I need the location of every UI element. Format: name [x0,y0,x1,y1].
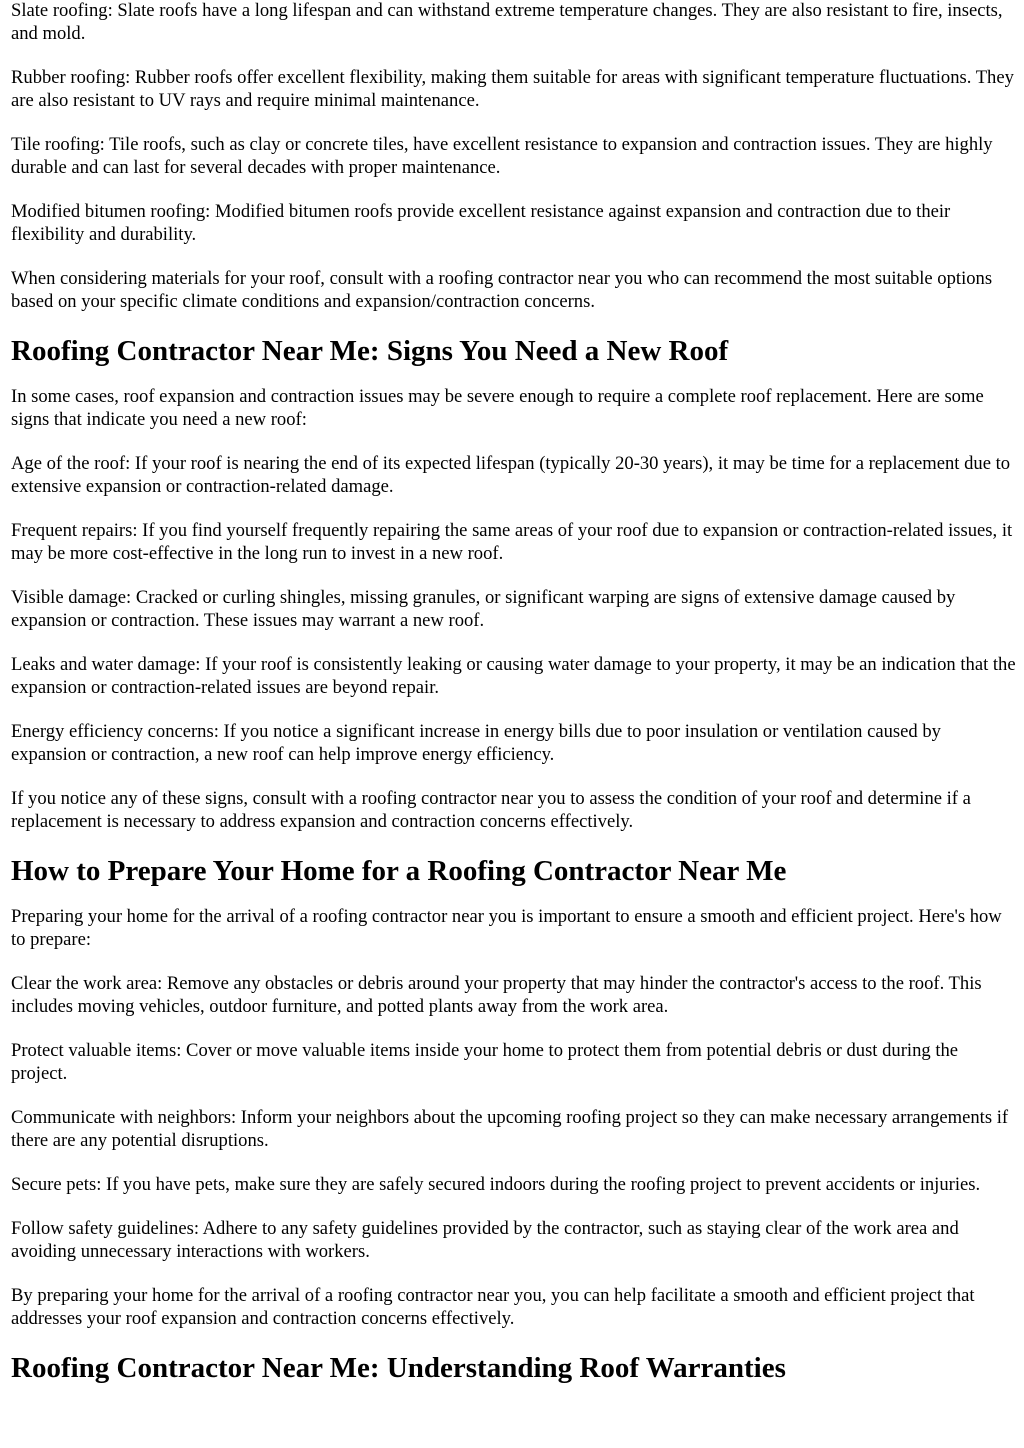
paragraph-considering-materials: When considering materials for your roof, consult with a roofing contractor near you who can recommend the most suitable options based on your specific climate conditions and expansion/contraction concerns. [11,268,993,312]
paragraph-prepare-conclusion: By preparing your home for the arrival of a roofing contractor near you, you can help facilitate a smooth and efficient project that addresses your roof expansion and contraction concerns effectively. [11,1285,975,1329]
heading-roof-warranties: Roofing Contractor Near Me: Understanding Roof Warranties [11,1352,786,1384]
paragraph-modified-bitumen: Modified bitumen roofing: Modified bitumen roofs provide excellent resistance against expansion and contraction due to their flexibility and durability. [11,201,951,245]
heading-signs-new-roof: Roofing Contractor Near Me: Signs You Need a New Roof [11,335,729,367]
paragraph-slate-roofing: Slate roofing: Slate roofs have a long lifespan and can withstand extreme temperature changes. They are also resistant to fire, insects, and mold. [11,0,1003,44]
paragraph-rubber-roofing: Rubber roofing: Rubber roofs offer excellent flexibility, making them suitable for areas with significant temperature fluctuations. They are also resistant to UV rays and require minimal maintenance. [11,67,1014,111]
heading-prepare-home: How to Prepare Your Home for a Roofing Contractor Near Me [11,855,787,887]
paragraph-leaks-water-damage: Leaks and water damage: If your roof is consistently leaking or causing water damage to your property, it may be an indication that the expansion or contraction-related issues are beyond repair. [11,654,1016,698]
paragraph-safety-guidelines: Follow safety guidelines: Adhere to any safety guidelines provided by the contractor, such as staying clear of the work area and avoiding unnecessary interactions with workers. [11,1218,959,1262]
paragraph-clear-work-area: Clear the work area: Remove any obstacles or debris around your property that may hinder the contractor's access to the roof. This includes moving vehicles, outdoor furniture, and potted plants away from the work area. [11,973,982,1017]
paragraph-frequent-repairs: Frequent repairs: If you find yourself frequently repairing the same areas of your roof due to expansion or contraction-related issues, it may be more cost-effective in the long run to invest in a new roof. [11,520,1013,564]
paragraph-visible-damage: Visible damage: Cracked or curling shingles, missing granules, or significant warping are signs of extensive damage caused by expansion or contraction. These issues may warrant a new roof. [11,587,956,631]
paragraph-tile-roofing: Tile roofing: Tile roofs, such as clay or concrete tiles, have excellent resistance to expansion and contraction issues. They are highly durable and can last for several decades with proper maintenance. [11,134,993,178]
paragraph-prepare-intro: Preparing your home for the arrival of a roofing contractor near you is important to ensure a smooth and efficient project. Here's how to prepare: [11,906,1002,950]
paragraph-protect-valuables: Protect valuable items: Cover or move valuable items inside your home to protect them from potential debris or dust during the project. [11,1040,959,1084]
paragraph-age-of-roof: Age of the roof: If your roof is nearing the end of its expected lifespan (typically 20-30 years), it may be time for a replacement due to extensive expansion or contraction-related damage. [11,453,1011,497]
document-page [11,0,1017,1402]
paragraph-energy-efficiency: Energy efficiency concerns: If you notice a significant increase in energy bills due to poor insulation or ventilation caused by expansion or contraction, a new roof can help improve energy efficiency. [11,721,941,765]
paragraph-communicate-neighbors: Communicate with neighbors: Inform your neighbors about the upcoming roofing project so they can make necessary arrangements if there are any potential disruptions. [11,1107,1009,1151]
paragraph-signs-intro: In some cases, roof expansion and contraction issues may be severe enough to require a complete roof replacement. Here are some signs that indicate you need a new roof: [11,386,984,430]
paragraph-secure-pets: Secure pets: If you have pets, make sure they are safely secured indoors during the roofing project to prevent accidents or injuries. [11,1174,981,1195]
paragraph-signs-conclusion: If you notice any of these signs, consult with a roofing contractor near you to assess the condition of your roof and determine if a replacement is necessary to address expansion and contraction concerns effectively. [11,788,971,832]
